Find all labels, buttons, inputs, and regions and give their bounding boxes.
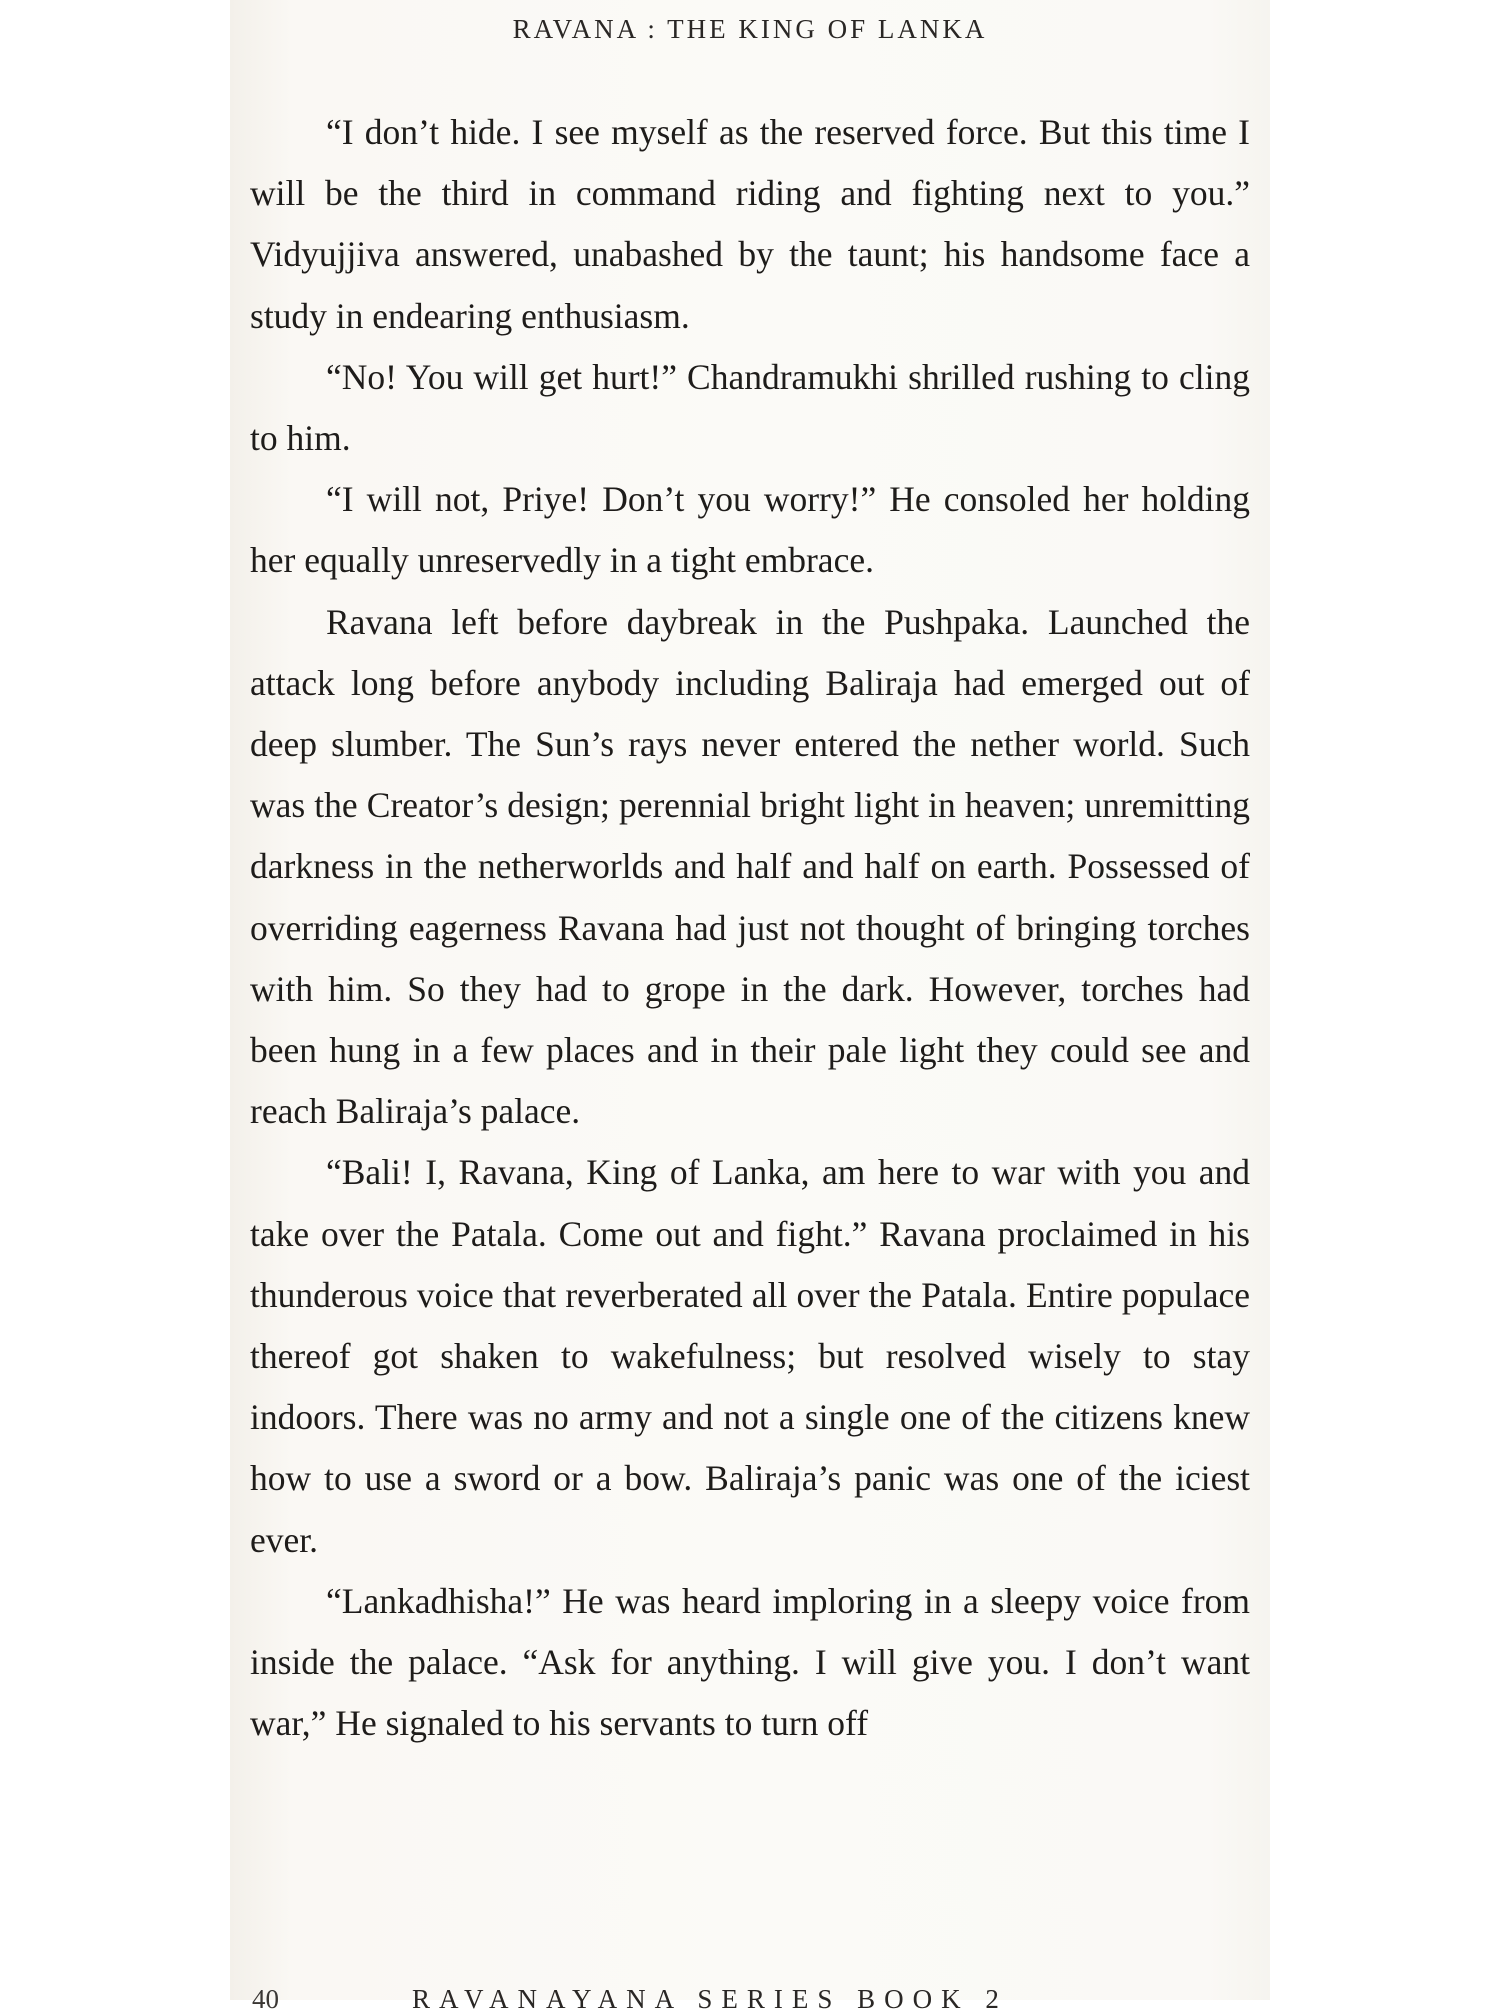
series-title: RAVANAYANA SERIES BOOK 2 [412,1984,1008,2014]
paragraph: “Bali! I, Ravana, King of Lanka, am here to war with you and take over the Patala. Come out and fight.” Ravana proclaimed in his thunderous voice that reverberated all over the Patala. Entire populace thereof got shaken to wakefulness; but resolved wisely to stay indoors. There was no army and not a single one of the citizens knew how to use a sword or a bow. Baliraja’s panic was one of the iciest ever. [250,1152,1250,1560]
paragraph: “Lankadhisha!” He was heard imploring in a sleepy voice from inside the palace. “Ask for anything. I will give you. I don’t want war,” He signaled to his servants to turn off [250,1580,1250,1744]
book-page [230,0,1270,2014]
paragraph: “I don’t hide. I see myself as the reserved force. But this time I will be the third in command riding and fighting next to you.” Vidyujjiva answered, unabashed by the taunt; his handsome face a study in endearing enthusiasm. [250,112,1250,336]
page-number: 40 [252,1984,279,2014]
paragraph: Ravana left before daybreak in the Pushpaka. Launched the attack long before anybody including Baliraja had emerged out of deep slumber. The Sun’s rays never entered the nether world. Such was the Creator’s design; perennial bright light in heaven; unremitting darkness in the netherworlds and half and half on earth. Possessed of overriding eagerness Ravana had just not thought of bringing torches with him. So they had to grope in the dark. However, torches had been hung in a few places and in their pale light they could see and reach Baliraja’s palace. [250,601,1250,1132]
running-head: RAVANA : THE KING OF LANKA [512,14,988,44]
paragraph: “No! You will get hurt!” Chandramukhi shrilled rushing to cling to him. [250,356,1250,459]
paragraph: “I will not, Priye! Don’t you worry!” He consoled her holding her equally unreservedly in a tight embrace. [250,479,1250,581]
body-text [250,102,1250,1754]
